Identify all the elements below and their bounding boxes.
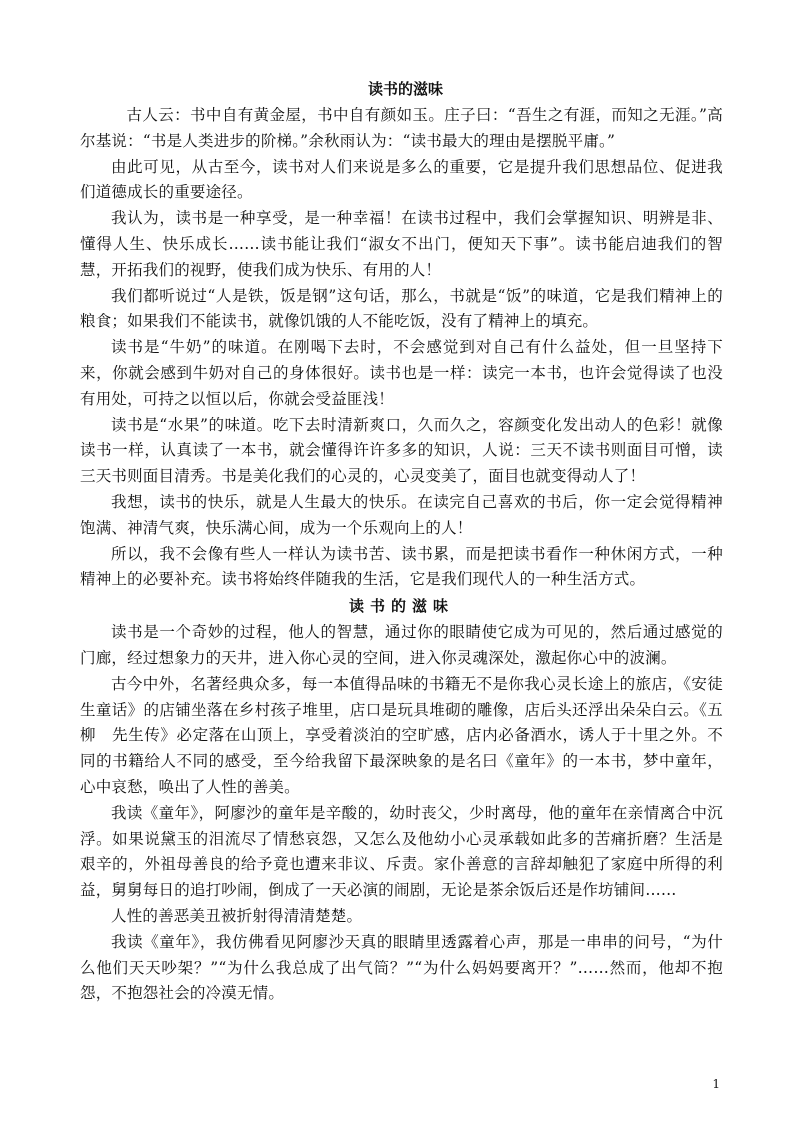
paragraph-fruit: 读书是“水果”的味道。吃下去时清新爽口，久而久之，容颜变化发出动人的色彩！就像读书一样，认真读了一本书，就会懂得许许多多的知识，人说：三天不读书则面目可憎，读三天书则面目清秀。书是美化我们的心灵的，心灵变美了，面目也就变得动人了！	[80, 415, 723, 486]
paragraph-childhood: 我读《童年》，阿廖沙的童年是辛酸的，幼时丧父，少时离母，他的童年在亲情离合中沉浮。如果说黛玉的泪流尽了情愁哀怨，又怎么及他幼小心灵承载如此多的苦痛折磨？生活是艰辛的，外祖母善良的给予竟也遭来非议、斥责。家仆善意的言辞却触犯了家庭中所得的利益，舅舅每日的追打吵闹，倒成了一天必演的闹剧，无论是茶余饭后还是作坊铺间……	[80, 803, 723, 900]
article-title-2: 读书的滋味	[348, 597, 454, 616]
page-number: 1	[712, 1077, 720, 1091]
paragraph-importance: 由此可见，从古至今，读书对人们来说是多么的重要，它是提升我们思想品位、促进我们道德成长的重要途径。	[80, 157, 723, 202]
paragraph-happiness: 我想，读书的快乐，就是人生最大的快乐。在读完自己喜欢的书后，你一定会觉得精神饱满、神清气爽，快乐满心间，成为一个乐观向上的人！	[80, 492, 723, 537]
document-page	[80, 76, 739, 1007]
paragraph-conclusion: 所以，我不会像有些人一样认为读书苦、读书累，而是把读书看作一种休闲方式，一种精神上的必要补充。读书将始终伴随我的生活，它是我们现代人的一种生活方式。	[80, 544, 723, 589]
paragraph-human-nature: 人性的善恶美丑被折射得清清楚楚。	[111, 906, 363, 925]
paragraph-rice: 我们都听说过“人是铁，饭是钢”这句话，那么，书就是“饭”的味道，它是我们精神上的粮食；如果我们不能读书，就像饥饿的人不能吃饭，没有了精神上的填充。	[80, 286, 723, 331]
paragraph-wonderful-process: 读书是一个奇妙的过程，他人的智慧，通过你的眼睛使它成为可见的，然后通过感觉的门廊，经过想象力的天井，进入你心灵的空间，进入你灵魂深处，激起你心中的波澜。	[80, 623, 723, 667]
paragraph-quotes: 古人云：书中自有黄金屋，书中自有颜如玉。庄子曰：“吾生之有涯，而知之无涯。”高尔基说：“书是人类进步的阶梯。”余秋雨认为：“读书最大的理由是摆脱平庸。”	[80, 106, 723, 150]
paragraph-classics: 古今中外，名著经典众多，每一本值得品味的书籍无不是你我心灵长途上的旅店，《安徒生童话》的店铺坐落在乡村孩子堆里，店口是玩具堆砌的雕像，店后头还浮出朵朵白云。《五 柳 先生传》必定落在山顶上，享受着淡泊的空旷感，店内必备酒水，诱人于十里之外。不同的书籍给人不同的感受，至今给我留下最深映象的是名曰《童年》的一本书，梦中童年，心中哀愁，唤出了人性的善美。	[80, 674, 739, 796]
paragraph-milk: 读书是“牛奶”的味道。在刚喝下去时，不会感觉到对自己有什么益处，但一旦坚持下来，你就会感到牛奶对自己的身体很好。读书也是一样：读完一本书，也许会觉得读了也没有用处，可持之以恒以后，你就会受益匪浅！	[80, 338, 723, 408]
article-title-1: 读书的滋味	[367, 80, 443, 98]
paragraph-enjoyment: 我认为，读书是一种享受，是一种幸福！在读书过程中，我们会掌握知识、明辨是非、懂得人生、快乐成长……读书能让我们“淑女不出门，便知天下事”。读书能启迪我们的智慧，开拓我们的视野，使我们成为快乐、有用的人！	[80, 209, 723, 279]
paragraph-questions: 我读《童年》，我仿佛看见阿廖沙天真的眼睛里透露着心声，那是一串串的问号，“为什么他们天天吵架？”“为什么我总成了出气筒？”“为什么妈妈要离开？”……然而，他却不抱怨，不抱怨社会的冷漠无情。	[80, 932, 723, 1003]
